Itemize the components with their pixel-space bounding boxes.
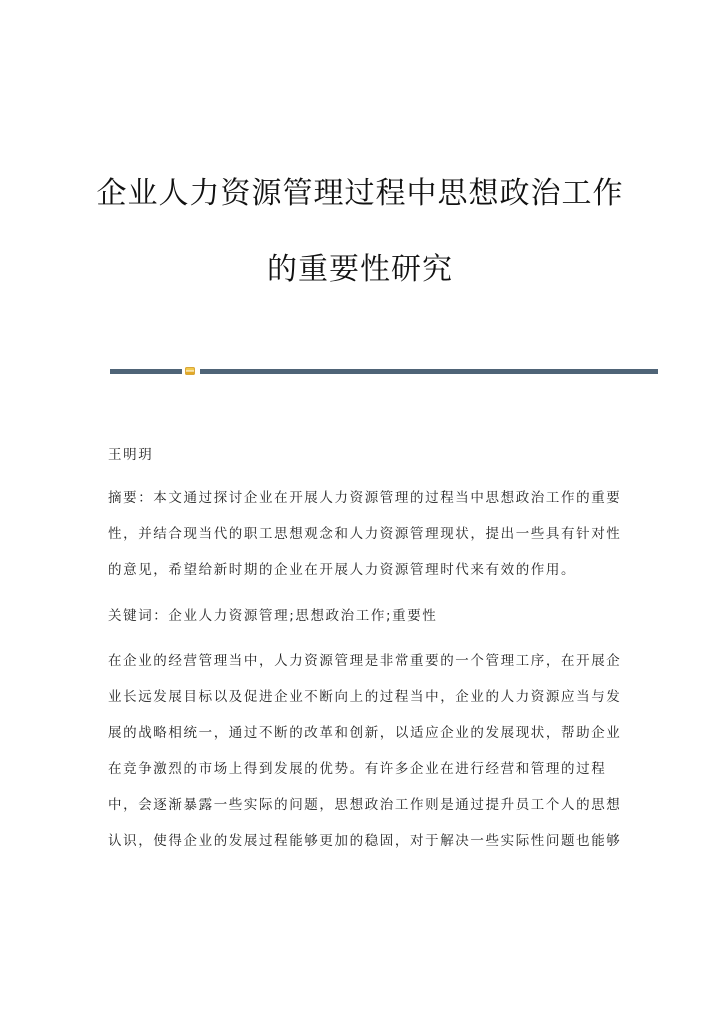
body-line: 在企业的经营管理当中，人力资源管理是非常重要的一个管理工序，在开展企 [108,653,622,669]
keywords: 关键词：企业人力资源管理;思想政治工作;重要性 [108,608,438,624]
divider-bar-right [200,369,658,374]
document-title-line-2: 的重要性研究 [267,252,453,287]
body-line: 认识，使得企业的发展过程能够更加的稳固，对于解决一些实际性问题也能够 [108,833,622,849]
body-line: 中，会逐渐暴露一些实际的问题，思想政治工作则是通过提升员工个人的思想 [108,797,622,813]
body-line: 业长远发展目标以及促进企业不断向上的过程当中，企业的人力资源应当与发 [108,689,622,705]
author-name: 王明玥 [108,447,154,463]
divider-ornament-icon [185,367,195,375]
body-line: 在竞争激烈的市场上得到发展的优势。有许多企业在进行经营和管理的过程 [108,761,607,777]
divider-bar-left [110,369,182,374]
title-divider [110,367,658,375]
body-line: 展的战略相统一，通过不断的改革和创新，以适应企业的发展现状，帮助企业 [108,725,622,741]
abstract-line: 的意见，希望给新时期的企业在开展人力资源管理时代来有效的作用。 [108,562,577,578]
abstract [108,480,622,588]
abstract-line: 性，并结合现当代的职工思想观念和人力资源管理现状，提出一些具有针对性 [108,526,622,542]
document-title-line-1: 企业人力资源管理过程中思想政治工作 [96,176,624,211]
body-paragraph [108,643,622,859]
abstract-line: 摘要：本文通过探讨企业在开展人力资源管理的过程当中思想政治工作的重要 [108,490,622,506]
